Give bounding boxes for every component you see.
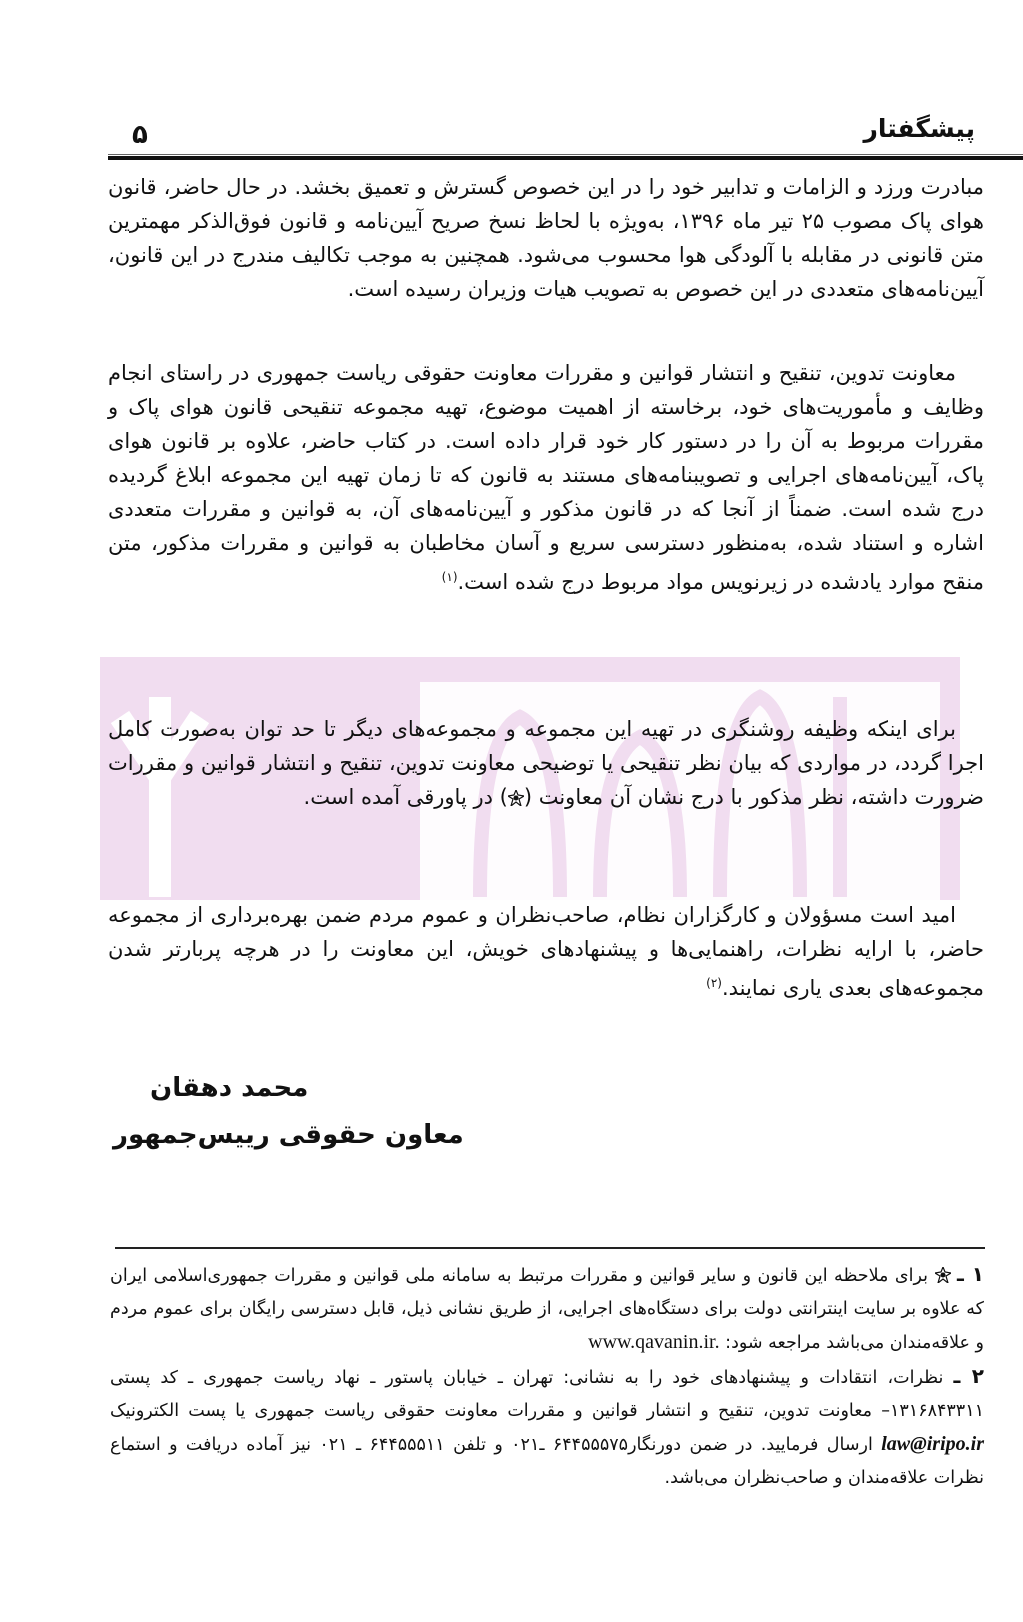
footnote-1-text: برای ملاحظه این قانون و سایر قوانین و مقررات مرتبط به سامانه ملی قوانین و مقررات جمهوری‌اسلامی ایران که علاوه بر سایت اینترانتی دولت برای دستگاه‌های اجرایی، از طریق نشانی ذیل، قابل دسترسی رایگان برای عموم مردم و علاقه‌مندان می‌باشد مراجعه شود: xyxy=(110,1266,984,1353)
page-number: ۵ xyxy=(132,120,148,150)
footnote-2-text: نظرات، انتقادات و پیشنهادهای خود را به نشانی: تهران ـ خیابان پاستور ـ نهاد ریاست جمهوری ـ کد پستی ۱۳۱۶۸۴۳۳۱۱– معاونت تدوین، تنقیح و انتشار قوانین و مقررات معاونت حقوقی ریاست جمهوری یا پست الکترونیک xyxy=(110,1368,984,1421)
running-title: پیشگفتار xyxy=(863,114,975,143)
emblem-symbol-icon xyxy=(935,1267,951,1283)
paragraph-3 xyxy=(108,712,984,814)
footnote-ref-2[interactable]: (۲) xyxy=(706,976,722,990)
paragraph-4 xyxy=(108,898,984,1005)
footnote-2-number: ۲ ـ xyxy=(953,1364,984,1388)
paragraph-2 xyxy=(108,356,984,599)
footnote-2-text-after: ارسال فرمایید. در ضمن دورنگار۶۴۴۵۵۵۷۵ ـ۰۲۱ و تلفن ۶۴۴۵۵۵۱۱ ـ ۰۲۱ نیز آماده دریافت و استماع نظرات علاقه‌مندان و صاحب‌نظران می‌باشد. xyxy=(110,1435,984,1488)
paragraph-3-text: برای اینکه وظیفه روشنگری در تهیه این مجموعه و مجموعه‌های دیگر تا حد توان به‌صورت کامل اجرا گردد، در مواردی که بیان نظر تنقیحی یا توضیحی معاونت تدوین، تنقیح و انتشار قوانین و مقررات ضرورت داشته، نظر مذکور با درج نشان آن معاونت ( xyxy=(108,717,984,809)
footnote-2-email[interactable]: law@iripo.ir xyxy=(881,1433,984,1455)
footnote-1 xyxy=(110,1258,984,1360)
paragraph-3-tail: ) در پاورقی آمده است. xyxy=(303,785,508,809)
signature-title: معاون حقوقی رییس‌جمهور xyxy=(113,1120,464,1150)
footnote-1-url[interactable]: www.qavanin.ir. xyxy=(588,1331,720,1353)
header-rule-thin xyxy=(108,154,1023,155)
header-rule xyxy=(108,156,1023,160)
signature-name: محمد دهقان xyxy=(150,1073,309,1103)
emblem-symbol-icon xyxy=(508,790,524,806)
paragraph-2-text: معاونت تدوین، تنقیح و انتشار قوانین و مقررات معاونت حقوقی ریاست جمهوری در راستای انجام وظایف و مأموریت‌های خود، برخاسته از اهمیت موضوع، تهیه مجموعه تنقیحی قانون هوای پاک و مقررات مربوط به آن را در دستور کار خود قرار داده است. در کتاب حاضر، علاوه بر قانون هوای پاک، آیین‌نامه‌های اجرایی و تصویبنامه‌های مستند به قانون که تا زمان تهیه این مجموعه ابلاغ گردیده درج شده است. ضمناً از آنجا که در قانون مذکور و آیین‌نامه‌های آن، به قوانین و مقررات متعددی اشاره و استناد شده، به‌منظور دسترسی سریع و آسان مخاطبان به قوانین و مقررات مذکور، متن منقح موارد یادشده در زیرنویس مواد مربوط درج شده است. xyxy=(108,361,984,594)
footnote-rule xyxy=(115,1247,985,1249)
paragraph-1 xyxy=(108,170,984,306)
paragraph-4-text: امید است مسؤولان و کارگزاران نظام، صاحب‌نظران و عموم مردم ضمن بهره‌برداری از مجموعه حاضر، با ارایه نظرات، راهنمایی‌ها و پیشنهادهای خویش، این معاونت را در هرچه پربارتر شدن مجموعه‌های بعدی یاری نمایند. xyxy=(108,903,984,1000)
paragraph-1-text: مبادرت ورزد و الزامات و تدابیر خود را در این خصوص گسترش و تعمیق بخشد. در حال حاضر، قانون هوای پاک مصوب ۲۵ تیر ماه ۱۳۹۶، به‌ویژه با لحاظ نسخ صریح آیین‌نامه و قانون فوق‌الذکر مهمترین متن قانونی در مقابله با آلودگی هوا محسوب می‌شود. همچنین به موجب تکالیف مندرج در این قانون، آیین‌نامه‌های متعددی در این خصوص به تصویب هیات وزیران رسیده است. xyxy=(108,175,984,301)
footnotes xyxy=(110,1258,984,1495)
footnote-1-number: ۱ ـ xyxy=(957,1262,984,1286)
footnote-2 xyxy=(110,1360,984,1495)
footnote-ref-1[interactable]: (۱) xyxy=(441,570,458,584)
